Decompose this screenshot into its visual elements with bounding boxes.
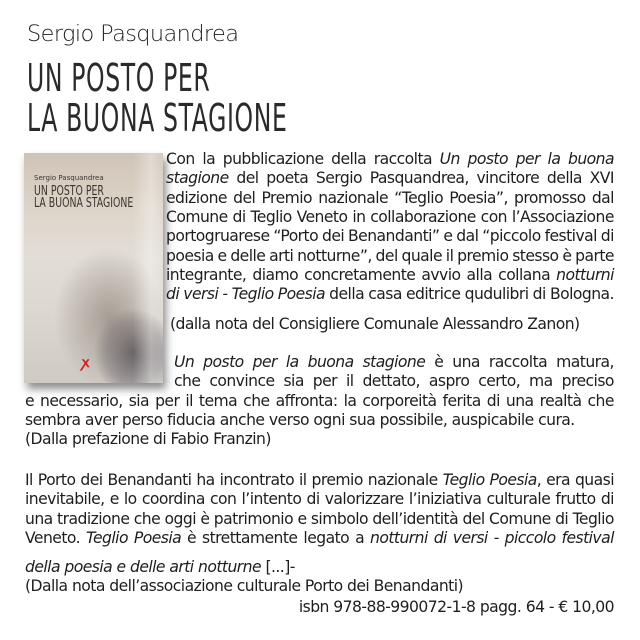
text-line: integrante, diamo concretamente avvio alla collana notturni bbox=[166, 266, 614, 284]
source-zanon: (dalla nota del Consigliere Comunale Alessandro Zanon) bbox=[170, 315, 580, 333]
cover-title-line-1: UN POSTO PER bbox=[34, 184, 104, 199]
text-line: di versi - Teglio Poesia della casa editrice qudulibri di Bologna. bbox=[166, 285, 614, 303]
source-franzin: (Dalla prefazione di Fabio Franzin) bbox=[25, 430, 271, 448]
text-line: Veneto. Teglio Poesia è strettamente legato a notturni di versi - piccolo festival bbox=[25, 529, 614, 547]
cover-author: Sergio Pasquandrea bbox=[34, 174, 104, 182]
text-line: e necessario, sia per il tema che affronta: la corporeità ferita di una realtà che bbox=[25, 392, 614, 410]
book-cover-image bbox=[24, 153, 163, 383]
text-line: inevitabile, e lo coordina con l’intento di valorizzare l’iniziativa culturale frutto di bbox=[25, 490, 614, 508]
title-line-2: LA BUONA STAGIONE bbox=[27, 96, 288, 140]
text-line: che convince sia per il dettato, aspro certo, ma preciso bbox=[174, 372, 614, 390]
text-line: poesia e delle arti notturne”, del quale il premio stesso è parte bbox=[166, 247, 614, 265]
text-line: stagione del poeta Sergio Pasquandrea, vincitore della XVI bbox=[166, 169, 614, 187]
cover-glare bbox=[133, 153, 163, 383]
cover-title bbox=[34, 186, 133, 210]
publisher-logo-icon: ꭗ bbox=[82, 354, 90, 370]
text-line: Comune di Teglio Veneto in collaborazione con l’Associazione bbox=[166, 208, 614, 226]
isbn-price-info: isbn 978-88-990072-1-8 pagg. 64 - € 10,00 bbox=[298, 598, 614, 616]
book-title-heading bbox=[27, 58, 287, 138]
text-line: Il Porto dei Benandanti ha incontrato il premio nazionale Teglio Poesia, era quasi bbox=[25, 471, 614, 489]
text-line: Con la pubblicazione della raccolta Un posto per la buona bbox=[166, 150, 614, 168]
title-line-1: UN POSTO PER bbox=[27, 56, 211, 100]
text-line: una tradizione che oggi è patrimonio e simbolo dell’identità del Comune di Teglio bbox=[25, 510, 614, 528]
preface-last-line: sembra aver perso fiducia anche verso ogni sua possibile, auspicabile cura. bbox=[25, 411, 575, 429]
text-line: Un posto per la buona stagione è una raccolta matura, bbox=[174, 353, 614, 371]
benandanti-last-line: della poesia e delle arti notturne [...]- bbox=[25, 558, 295, 576]
author-name: Sergio Pasquandrea bbox=[27, 22, 239, 47]
text-line: edizione del Premio nazionale “Teglio Poesia”, promosso dal bbox=[166, 189, 614, 207]
cover-title-line-2: LA BUONA STAGIONE bbox=[34, 196, 134, 211]
source-benandanti: (Dalla nota dell’associazione culturale Porto dei Benandanti) bbox=[25, 577, 464, 595]
text-line: portogruarese “Porto dei Benandanti” e dal “piccolo festival di bbox=[166, 227, 614, 245]
